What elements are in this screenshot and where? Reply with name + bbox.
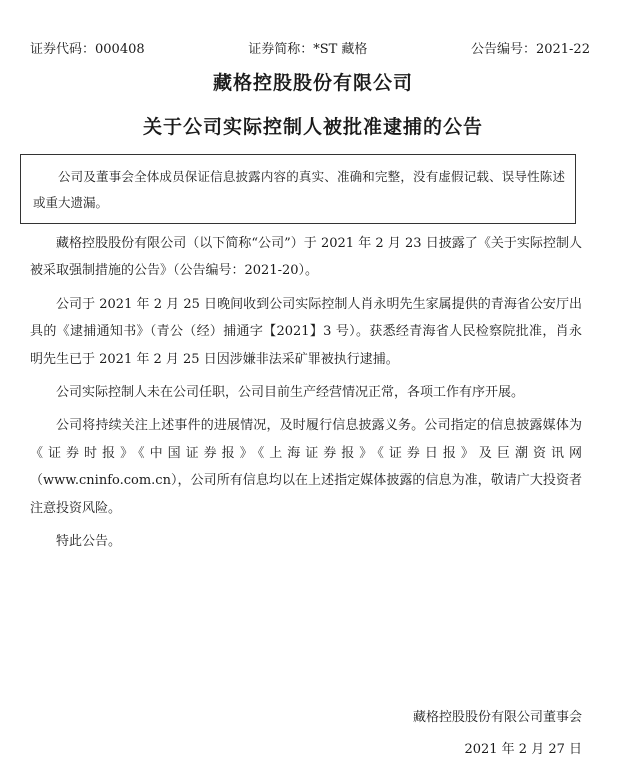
body-paragraph: 公司于 2021 年 2 月 25 日晚间收到公司实际控制人肖永明先生家属提供的青海省公安厅出具的《逮捕通知书》（青公（经）捕通字【2021】3 号）。获悉经青海省人民检察院批准，肖永明先生已于 2021 年 2 月 25 日因涉嫌非法采矿罪被执行逮捕。 <box>30 296 582 367</box>
announcement-body <box>30 230 582 561</box>
closing-statement: 特此公告。 <box>56 534 122 550</box>
announcement-title: 关于公司实际控制人被批准逮捕的公告 <box>142 116 483 138</box>
body-paragraph: 藏格控股股份有限公司（以下简称“公司”）于 2021 年 2 月 23 日披露了《关于实际控制人被采取强制措施的公告》（公告编号：2021-20）。 <box>30 236 582 279</box>
header-row <box>30 38 590 57</box>
signature-date: 2021 年 2 月 27 日 <box>464 742 582 757</box>
announcement-number: 公告编号：2021-22 <box>470 42 590 57</box>
company-name: 藏格控股股份有限公司 <box>212 72 413 94</box>
body-paragraph: 公司将持续关注上述事件的进展情况，及时履行信息披露义务。公司指定的信息披露媒体为《证券时报》《中国证券报》《上海证券报》《证券日报》及巨潮资讯网（www.cninfo.com.cn），公司所有信息均以在上述指定媒体披露的信息为准，敬请广大投资者注意投资风险。 <box>30 418 582 516</box>
signature-organization: 藏格控股股份有限公司董事会 <box>412 710 582 725</box>
stock-short-name: 证券简称：*ST 藏格 <box>248 42 368 57</box>
body-paragraph: 公司实际控制人未在公司任职，公司目前生产经营情况正常，各项工作有序开展。 <box>56 385 525 401</box>
stock-code: 证券代码：000408 <box>30 42 145 57</box>
declaration-box: 公司及董事会全体成员保证信息披露内容的真实、准确和完整，没有虚假记载、误导性陈述或重大遗漏。 <box>20 154 576 224</box>
